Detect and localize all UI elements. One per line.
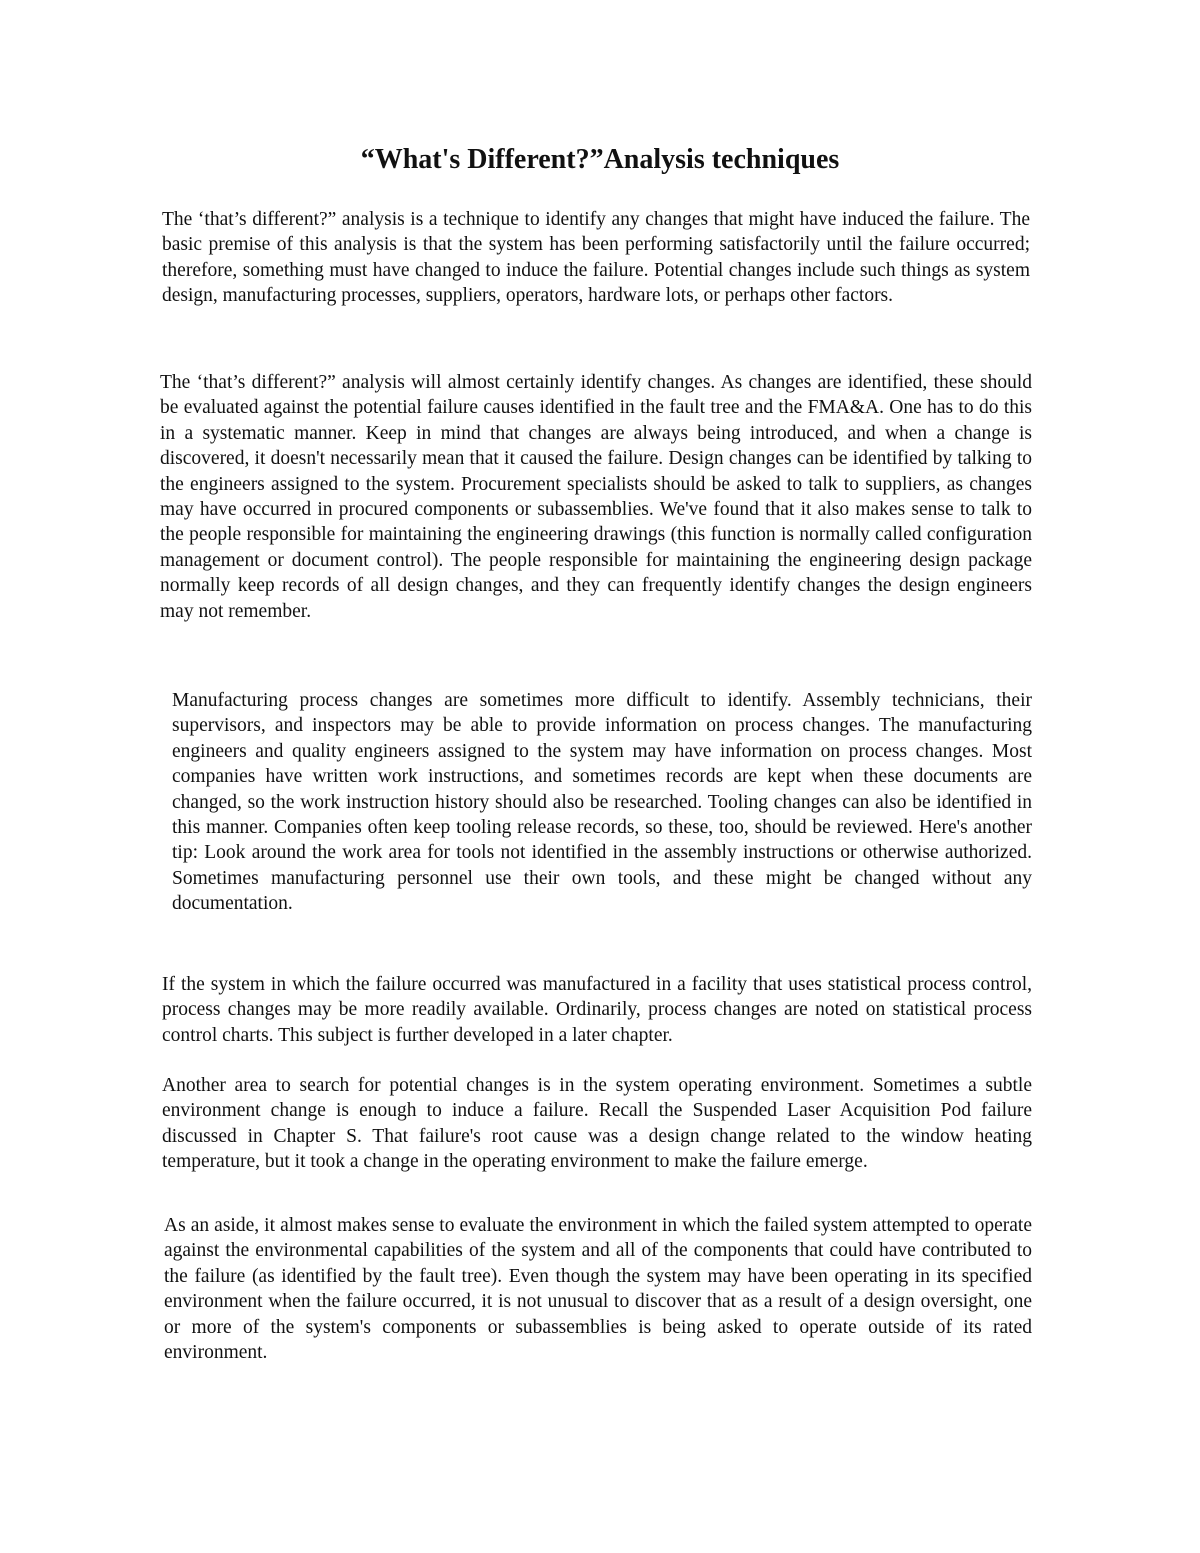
paragraph-statistical-process-control: If the system in which the failure occurred was manufactured in a facility that uses statistical process control, process changes may be more readily available. Ordinarily, process changes are noted on statistical process control charts. This subject is further developed in a later chapter. [162,974,1032,1046]
page-title: “What's Different?”Analysis techniques [360,144,840,175]
paragraph-environmental-capabilities: As an aside, it almost makes sense to evaluate the environment in which the failed system attempted to operate against the environmental capabilities of the system and all of the components that could have contributed to the failure (as identified by the fault tree). Even though the system may have been operating in its specified environment when the failure occurred, it is not unusual to discover that as a result of a design oversight, one or more of the system's components or subassemblies is being asked to operate outside of its rated environment. [164,1215,1032,1364]
paragraph-whats-different-intro: The ‘that’s different?” analysis is a technique to identify any changes that might have induced the failure. The basic premise of this analysis is that the system has been performing satisfactorily until the failure occurred; therefore, something must have changed to induce the failure. Potential changes include such things as system design, manufacturing processes, suppliers, operators, hardware lots, or perhaps other factors. [162,209,1030,307]
paragraph-identifying-changes: The ‘that’s different?” analysis will almost certainly identify changes. As changes are identified, these should be evaluated against the potential failure causes identified in the fault tree and the FMA&A. One has to do this in a systematic manner. Keep in mind that changes are always being introduced, and when a change is discovered, it doesn't necessarily mean that it caused the failure. Design changes can be identified by talking to the engineers assigned to the system. Procurement specialists should be asked to talk to suppliers, as changes may have occurred in procured components or subassemblies. We've found that it also makes sense to talk to the people responsible for maintaining the engineering drawings (this function is normally called configuration management or document control). The people responsible for maintaining the engineering design package normally keep records of all design changes, and they can frequently identify changes the design engineers may not remember. [160,372,1032,622]
paragraph-manufacturing-changes: Manufacturing process changes are sometimes more difficult to identify. Assembly technicians, their supervisors, and inspectors may be able to provide information on process changes. The manufacturing engineers and quality engineers assigned to the system may have information on process changes. Most companies have written work instructions, and sometimes records are kept when these documents are changed, so the work instruction history should also be researched. Tooling changes can also be identified in this manner. Companies often keep tooling release records, so these, too, should be reviewed. Here's another tip: Look around the work area for tools not identified in the assembly instructions or otherwise authorized. Sometimes manufacturing personnel use their own tools, and these might be changed without any documentation. [172,690,1032,915]
paragraph-operating-environment: Another area to search for potential changes is in the system operating environment. Sometimes a subtle environment change is enough to induce a failure. Recall the Suspended Laser Acquisition Pod failure discussed in Chapter S. That failure's root cause was a design change related to the window heating temperature, but it took a change in the operating environment to make the failure emerge. [162,1075,1032,1173]
